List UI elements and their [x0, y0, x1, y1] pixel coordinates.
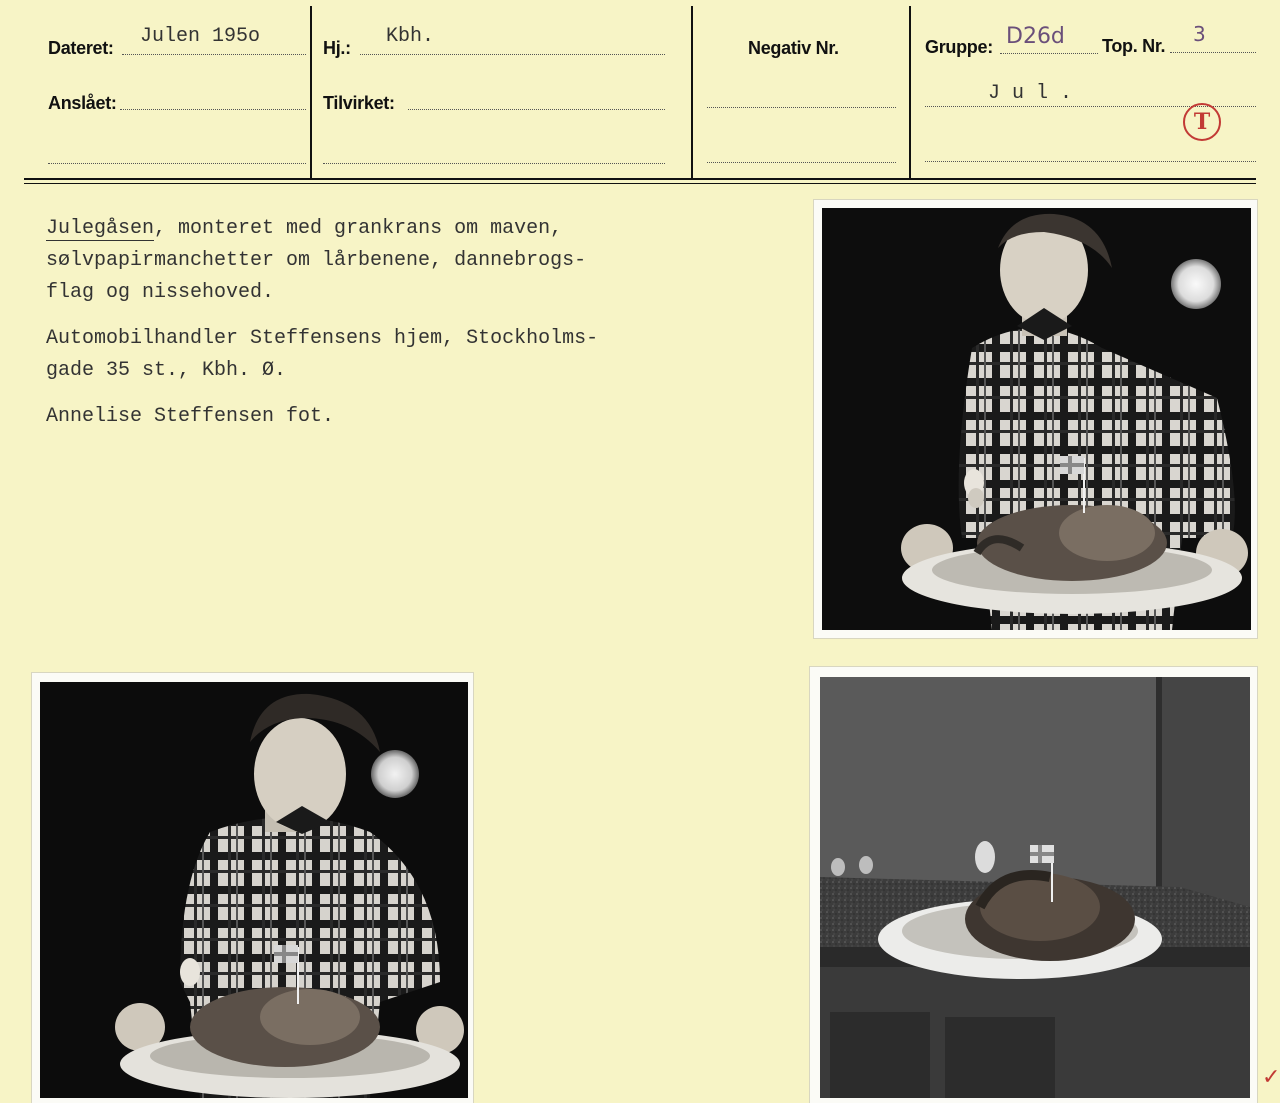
subject-value: J u l .: [988, 82, 1073, 105]
dateret-label: Dateret:: [48, 38, 114, 58]
dateret-value: Julen 195o: [140, 25, 261, 48]
anslaet-line: [120, 109, 306, 110]
hj-line: [360, 54, 665, 55]
photo-2-image: [40, 682, 468, 1098]
description-paragraph-3: [46, 401, 726, 433]
col1-blank-line: [48, 163, 306, 164]
dateret-line: [122, 54, 306, 55]
top-nr-label: Top. Nr.: [1102, 36, 1166, 56]
photo-1-image: [822, 208, 1251, 630]
top-nr-value: 3: [1193, 22, 1206, 46]
description-line: Julegåsen, monteret med grankrans om maven,: [46, 217, 563, 240]
header-rule-top: [24, 178, 1256, 180]
header-divider-1: [310, 6, 312, 178]
description-paragraph-2: [46, 323, 726, 387]
tilvirket-line: [408, 109, 665, 110]
description-line: gade 35 st., Kbh. Ø.: [46, 359, 287, 382]
photo-woman-holding-goose-2: [40, 682, 468, 1098]
header-divider-2: [691, 6, 693, 178]
gruppe-label: Gruppe:: [925, 37, 993, 57]
col4-blank-line: [925, 161, 1256, 162]
top-nr-line: [1170, 52, 1256, 53]
description-line: Automobilhandler Steffensens hjem, Stockholms-: [46, 327, 599, 350]
check-mark-icon: ✓: [1262, 1064, 1280, 1089]
photographer-credit: Annelise Steffensen fot.: [46, 405, 335, 428]
header-rule-bottom: [24, 183, 1256, 184]
header-divider-3: [909, 6, 911, 178]
description-paragraph-1: [46, 213, 726, 309]
description: [46, 213, 726, 447]
description-line: sølvpapirmanchetter om lårbenene, dannebrogs-: [46, 249, 587, 272]
gruppe-value: D26d: [1006, 24, 1065, 49]
hj-label: Hj.:: [323, 38, 351, 58]
description-line: flag og nissehoved.: [46, 281, 275, 304]
title-word: Julegåsen: [46, 217, 155, 240]
negativ-line-1: [707, 107, 896, 108]
photo-goose-on-counter: [820, 677, 1250, 1098]
negativ-line-2: [707, 162, 896, 163]
hj-value: Kbh.: [386, 25, 435, 48]
tilvirket-label: Tilvirket:: [323, 93, 395, 113]
anslaet-label: Anslået:: [48, 93, 117, 113]
photo-3-image: [820, 677, 1250, 1098]
gruppe-line: [1000, 53, 1098, 54]
negativ-label: Negativ Nr.: [748, 38, 839, 58]
red-stamp: T: [1183, 103, 1221, 141]
col2-blank-line: [323, 163, 665, 164]
photo-woman-holding-goose-1: [822, 208, 1251, 630]
